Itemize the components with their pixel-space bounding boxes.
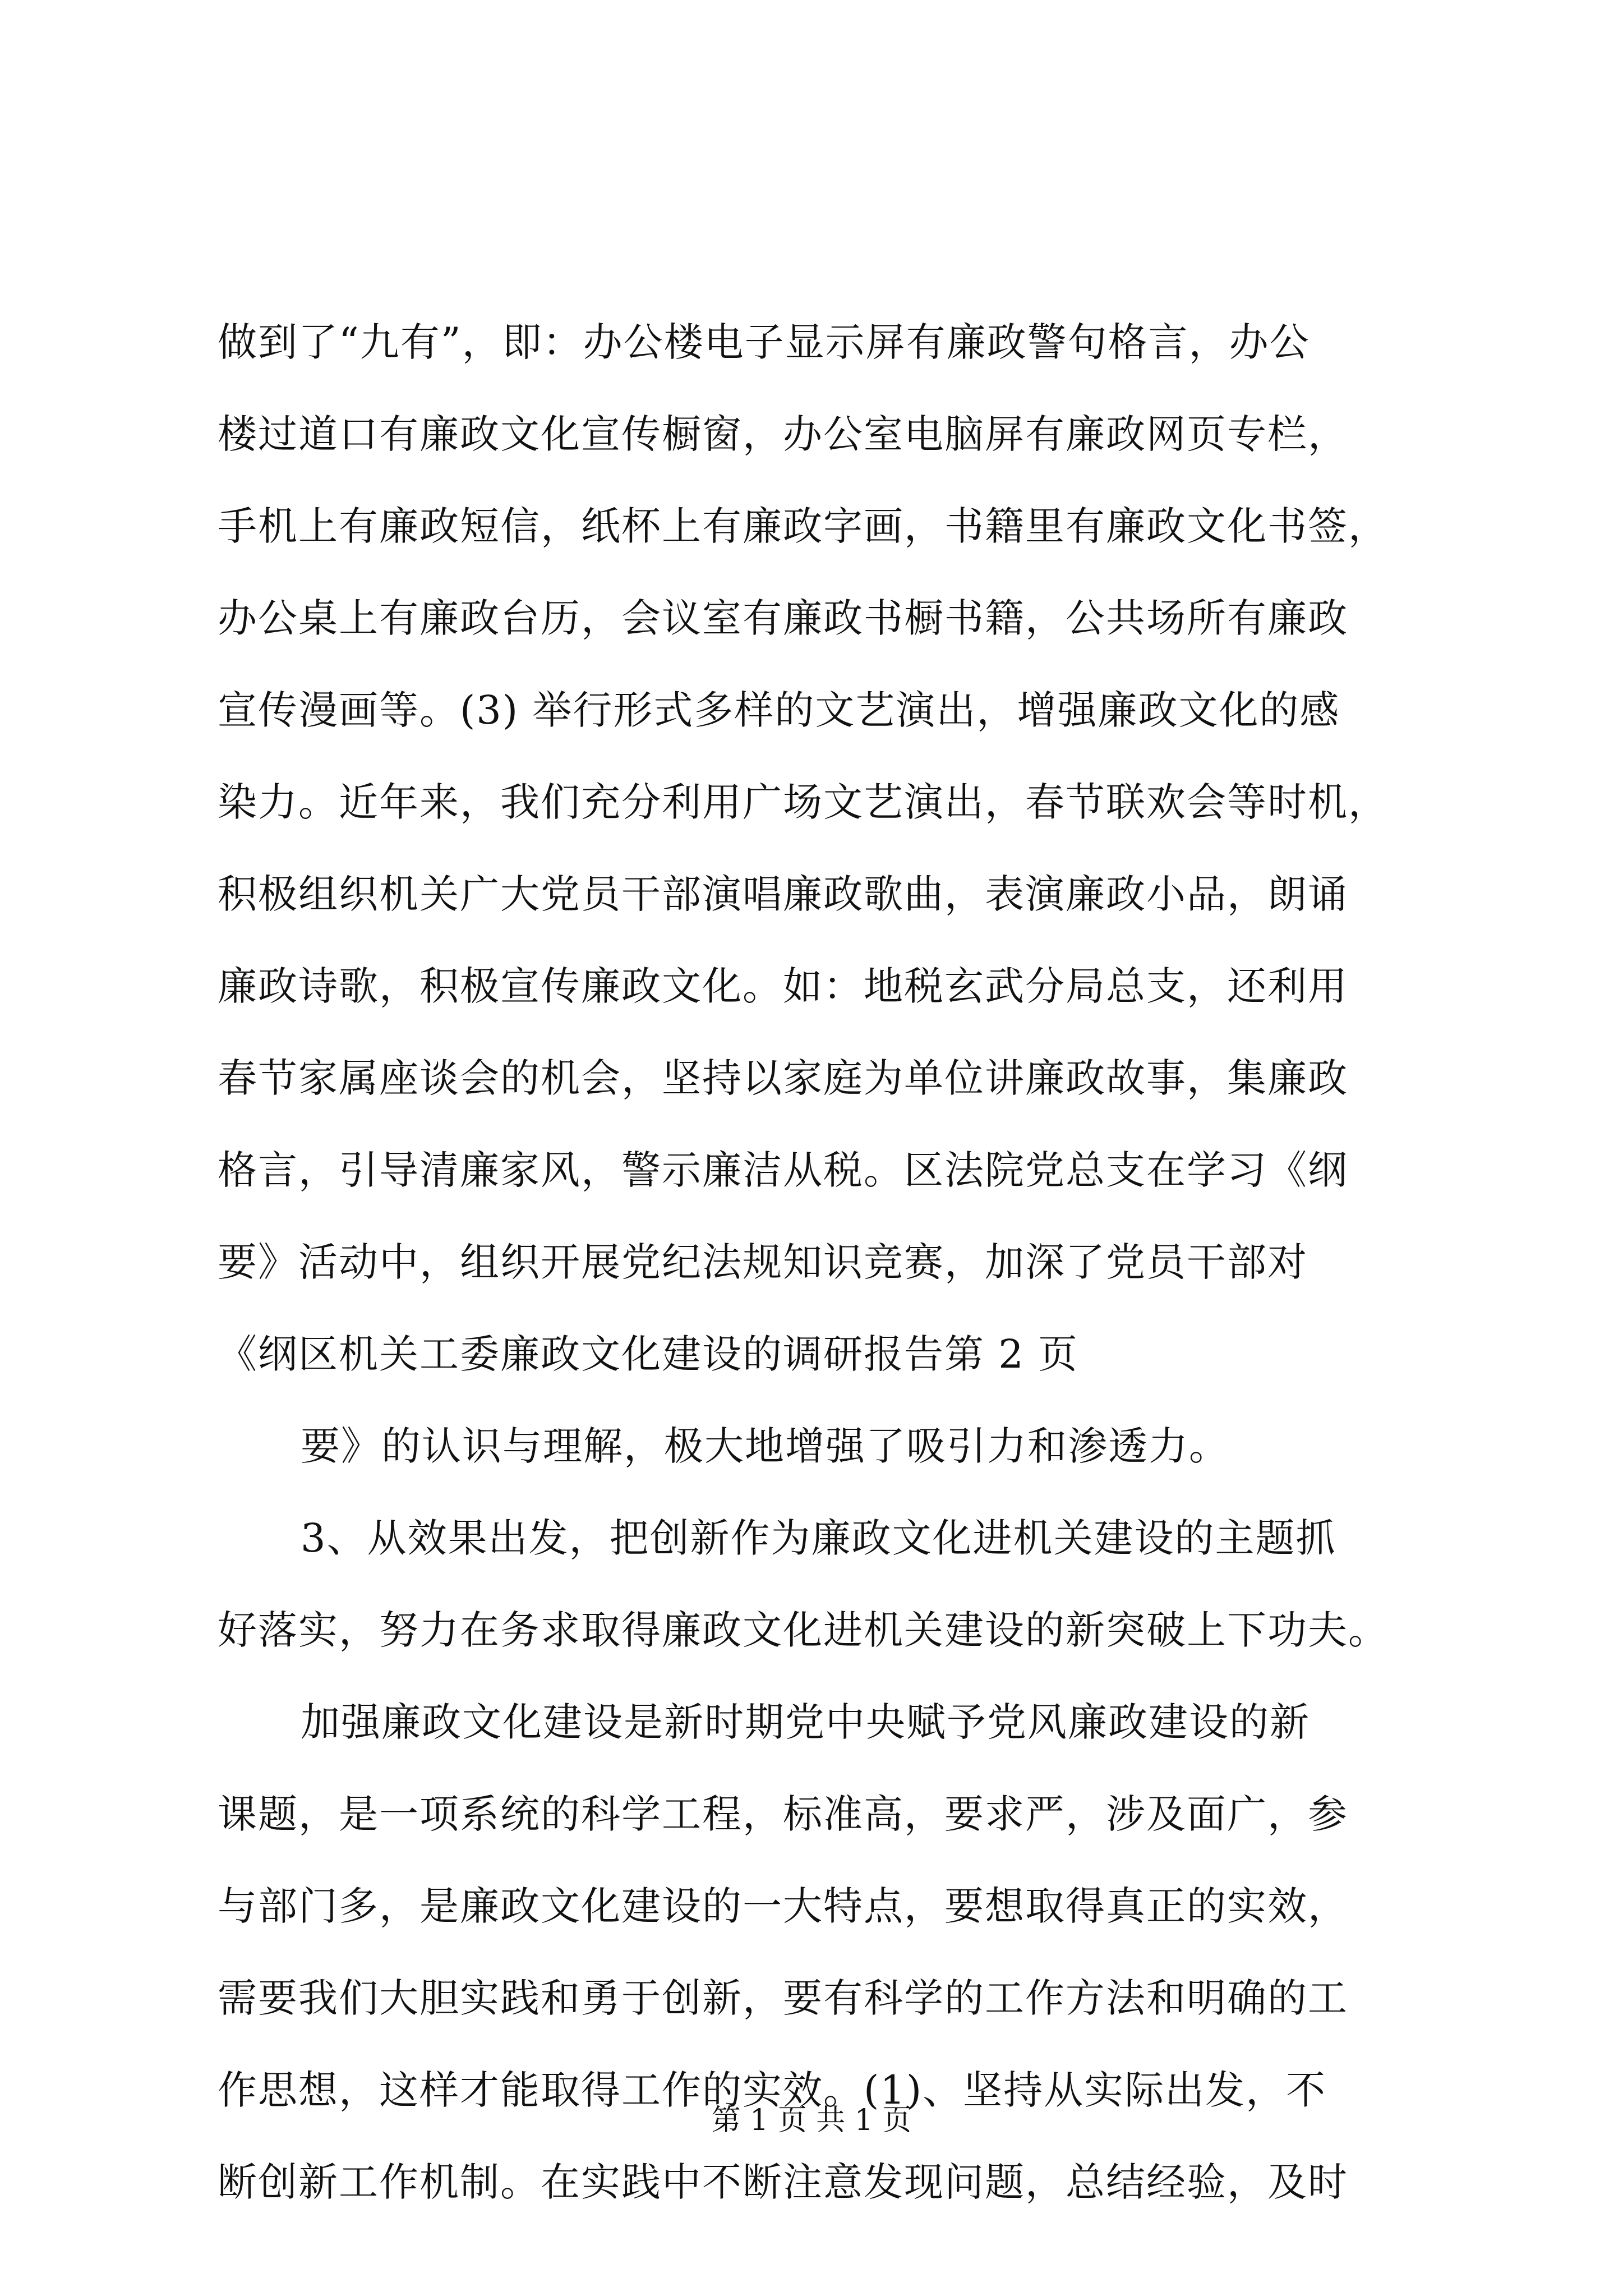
text-line: 3、从效果出发，把创新作为廉政文化进机关建设的主题抓 xyxy=(301,1515,1336,1561)
text-line: 与部门多，是廉政文化建设的一大特点，要想取得真正的实效， xyxy=(218,1883,1348,1929)
text-line: 需要我们大胆实践和勇于创新，要有科学的工作方法和明确的工 xyxy=(218,1975,1348,2021)
text-line: 廉政诗歌，积极宣传廉政文化。如：地税玄武分局总支，还利用 xyxy=(218,963,1348,1009)
text-line: 春节家属座谈会的机会，坚持以家庭为单位讲廉政故事，集廉政 xyxy=(218,1055,1348,1101)
text-line: 楼过道口有廉政文化宣传橱窗，办公室电脑屏有廉政网页专栏， xyxy=(218,411,1348,457)
text-line: 好落实，努力在务求取得廉政文化进机关建设的新突破上下功夫。 xyxy=(218,1607,1389,1653)
text-line: 《纲区机关工委廉政文化建设的调研报告第 2 页 xyxy=(218,1331,1079,1377)
page-footer: 第 1 页 共 1 页 xyxy=(711,2104,912,2137)
text-line: 染力。近年来，我们充分利用广场文艺演出，春节联欢会等时机， xyxy=(218,779,1389,825)
text-line: 断创新工作机制。在实践中不断注意发现问题，总结经验，及时 xyxy=(218,2159,1348,2205)
text-line: 课题，是一项系统的科学工程，标准高，要求严，涉及面广，参 xyxy=(218,1791,1348,1837)
text-line: 手机上有廉政短信，纸杯上有廉政字画，书籍里有廉政文化书签， xyxy=(218,503,1389,549)
text-line: 做到了“九有”，即：办公楼电子显示屏有廉政警句格言，办公 xyxy=(218,319,1310,365)
text-line: 要》活动中，组织开展党纪法规知识竞赛，加深了党员干部对 xyxy=(218,1239,1308,1285)
text-line: 办公桌上有廉政台历，会议室有廉政书橱书籍，公共场所有廉政 xyxy=(218,595,1348,641)
text-line: 作思想，这样才能取得工作的实效。(1)、坚持从实际出发，不 xyxy=(218,2067,1327,2113)
document-body xyxy=(218,296,1418,2228)
text-line: 要》的认识与理解，极大地增强了吸引力和渗透力。 xyxy=(301,1423,1229,1469)
text-line: 格言，引导清廉家风，警示廉洁从税。区法院党总支在学习《纲 xyxy=(218,1147,1348,1193)
text-line: 宣传漫画等。(3) 举行形式多样的文艺演出，增强廉政文化的感 xyxy=(218,687,1340,733)
text-line: 加强廉政文化建设是新时期党中央赋予党风廉政建设的新 xyxy=(301,1699,1310,1745)
text-line: 积极组织机关广大党员干部演唱廉政歌曲，表演廉政小品，朗诵 xyxy=(218,871,1348,917)
